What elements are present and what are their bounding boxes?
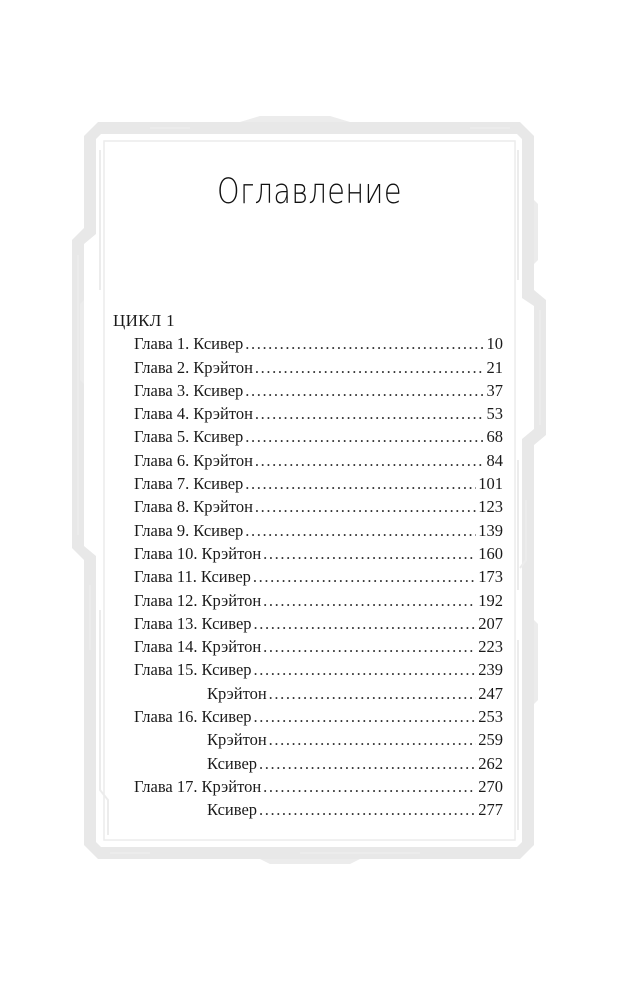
toc-entry-label — [134, 705, 252, 728]
toc-page-number: 262 — [478, 753, 503, 773]
toc-entry-label — [134, 589, 261, 612]
toc-entry-label — [134, 728, 267, 751]
toc-entry-chapter: Глава 9. — [134, 520, 190, 540]
toc-entry — [113, 752, 503, 775]
toc-entry-label — [134, 425, 243, 448]
toc-page-number: 223 — [478, 637, 503, 657]
toc-entry-chapter: Глава 10. — [134, 543, 198, 563]
toc-entry — [113, 705, 503, 728]
toc-entry-name: Ксивер — [193, 380, 244, 400]
toc-entry-chapter: Глава 5. — [134, 427, 190, 447]
toc-entry-chapter: Глава 17. — [134, 776, 198, 796]
toc-entry — [113, 775, 503, 798]
toc-page-number: 160 — [478, 543, 503, 563]
toc-entry-name: Крэйтон — [193, 450, 253, 470]
toc-entry — [113, 356, 503, 379]
toc-entry-name: Ксивер — [193, 474, 244, 494]
toc-page-number: 139 — [478, 520, 503, 540]
toc-entry-chapter: Глава 13. — [134, 613, 198, 633]
toc-entry — [113, 542, 503, 565]
toc-leader-dots — [254, 658, 477, 681]
toc-page-number: 68 — [486, 427, 503, 447]
toc-page-number: 53 — [486, 404, 503, 424]
toc-leader-dots — [255, 495, 476, 518]
toc-entry-label — [134, 356, 253, 379]
toc-entry — [113, 495, 503, 518]
toc-page-number: 277 — [478, 800, 503, 820]
toc-entry-name: Ксивер — [201, 660, 252, 680]
toc-entry-chapter: Глава 3. — [134, 380, 190, 400]
toc-entry — [113, 402, 503, 425]
toc-list — [113, 332, 503, 821]
toc-entry-chapter: Глава 6. — [134, 450, 190, 470]
toc-leader-dots — [253, 565, 476, 588]
toc-entry-name: Крэйтон — [193, 404, 253, 424]
table-of-contents — [113, 309, 503, 822]
toc-entry-label — [134, 635, 261, 658]
toc-entry-label — [134, 449, 253, 472]
toc-entry — [113, 519, 503, 542]
toc-entry-name: Крэйтон — [193, 357, 253, 377]
toc-page-number: 247 — [478, 683, 503, 703]
toc-entry-name: Ксивер — [193, 520, 244, 540]
toc-leader-dots — [263, 635, 476, 658]
toc-entry-label — [134, 752, 257, 775]
toc-entry-label — [134, 519, 243, 542]
toc-leader-dots — [269, 682, 477, 705]
toc-entry — [113, 332, 503, 355]
toc-entry — [113, 682, 503, 705]
toc-entry-chapter: Глава 11. — [134, 567, 197, 587]
toc-entry-name: Крэйтон — [193, 497, 253, 517]
toc-page-number: 253 — [478, 707, 503, 727]
toc-entry-label — [134, 682, 267, 705]
toc-entry-name: Ксивер — [207, 800, 258, 820]
toc-leader-dots — [245, 519, 476, 542]
toc-entry — [113, 472, 503, 495]
toc-entry — [113, 425, 503, 448]
toc-page-number: 239 — [478, 660, 503, 680]
toc-entry — [113, 589, 503, 612]
toc-entry-label — [134, 798, 257, 821]
toc-leader-dots — [263, 775, 476, 798]
toc-entry-name: Крэйтон — [201, 590, 262, 610]
toc-entry-chapter: Глава 14. — [134, 637, 198, 657]
toc-entry-name: Ксивер — [200, 567, 251, 587]
toc-entry-name: Крэйтон — [207, 730, 267, 750]
toc-entry-name: Крэйтон — [201, 543, 262, 563]
toc-entry — [113, 612, 503, 635]
toc-leader-dots — [259, 798, 476, 821]
toc-page-number: 123 — [478, 497, 503, 517]
toc-entry-chapter: Глава 4. — [134, 404, 190, 424]
toc-entry — [113, 635, 503, 658]
toc-leader-dots — [245, 425, 484, 448]
toc-entry-label — [134, 565, 251, 588]
toc-entry-name: Ксивер — [193, 334, 244, 354]
toc-leader-dots — [255, 449, 485, 472]
toc-entry-label — [134, 402, 253, 425]
page-title: Оглавление — [217, 172, 402, 212]
toc-page-number: 192 — [478, 590, 503, 610]
toc-page-number: 10 — [486, 334, 503, 354]
toc-entry-label — [134, 332, 243, 355]
toc-entry-name: Ксивер — [207, 753, 258, 773]
toc-entry-name: Крэйтон — [207, 683, 267, 703]
toc-entry-name: Крэйтон — [201, 776, 262, 796]
toc-page-number: 84 — [486, 450, 503, 470]
toc-entry-label — [134, 775, 261, 798]
toc-entry-label — [134, 612, 252, 635]
toc-entry-label — [134, 379, 243, 402]
toc-entry — [113, 798, 503, 821]
toc-entry-chapter: Глава 12. — [134, 590, 198, 610]
toc-page-number: 21 — [486, 357, 503, 377]
toc-entry — [113, 728, 503, 751]
toc-page-number: 101 — [478, 474, 503, 494]
toc-entry-chapter: Глава 7. — [134, 474, 190, 494]
toc-leader-dots — [255, 402, 485, 425]
toc-leader-dots — [254, 612, 477, 635]
toc-entry-label — [134, 658, 252, 681]
toc-leader-dots — [255, 356, 485, 379]
toc-entry-label — [134, 495, 253, 518]
toc-page-number: 270 — [478, 776, 503, 796]
toc-entry-name: Крэйтон — [201, 637, 262, 657]
toc-page-number: 37 — [486, 380, 503, 400]
toc-entry-name: Ксивер — [201, 707, 252, 727]
toc-entry-chapter: Глава 15. — [134, 660, 198, 680]
toc-page-number: 207 — [478, 613, 503, 633]
toc-entry — [113, 565, 503, 588]
toc-entry — [113, 379, 503, 402]
toc-leader-dots — [245, 332, 484, 355]
toc-leader-dots — [263, 542, 476, 565]
toc-leader-dots — [245, 472, 476, 495]
toc-page-number: 259 — [478, 730, 503, 750]
toc-entry-chapter: Глава 16. — [134, 707, 198, 727]
toc-entry-label — [134, 472, 243, 495]
toc-entry — [113, 449, 503, 472]
toc-entry-name: Ксивер — [201, 613, 252, 633]
toc-leader-dots — [259, 752, 476, 775]
toc-page-number: 173 — [478, 567, 503, 587]
toc-entry-chapter: Глава 1. — [134, 334, 190, 354]
toc-leader-dots — [263, 589, 476, 612]
toc-entry — [113, 658, 503, 681]
toc-leader-dots — [254, 705, 477, 728]
toc-entry-label — [134, 542, 261, 565]
toc-entry-chapter: Глава 8. — [134, 497, 190, 517]
toc-leader-dots — [245, 379, 484, 402]
section-heading: ЦИКЛ 1 — [113, 311, 175, 330]
toc-entry-chapter: Глава 2. — [134, 357, 190, 377]
toc-entry-name: Ксивер — [193, 427, 244, 447]
toc-leader-dots — [269, 728, 477, 751]
